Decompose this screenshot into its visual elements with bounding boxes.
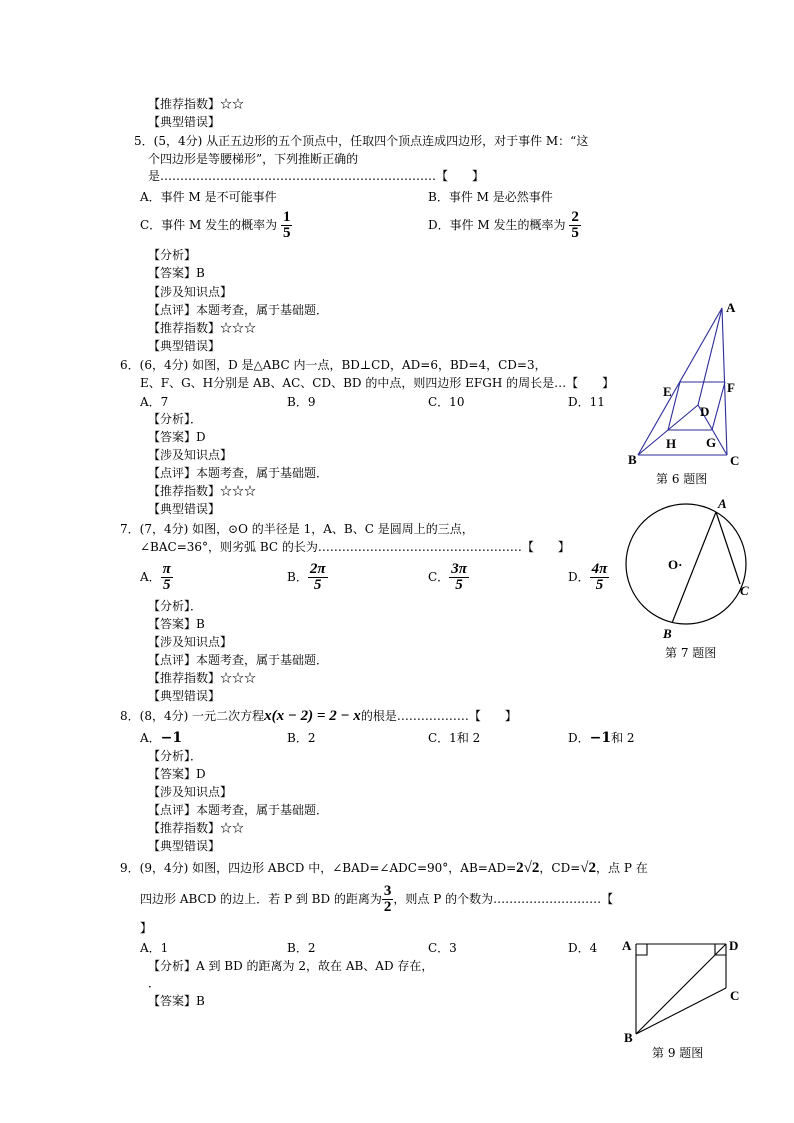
- q9-option-c: C．3: [428, 941, 457, 955]
- q5-typical-error: 【典型错误】: [148, 339, 221, 353]
- q9-analysis: 【分析】A 到 BD 的距离为 2，故在 AB、AD 存在，: [148, 959, 434, 973]
- q5-d-den: 5: [571, 225, 579, 241]
- q5-c-num: 1: [282, 209, 291, 225]
- q8-recommend: 【推荐指数】☆☆: [148, 821, 245, 835]
- q8-option-d-value: −1: [589, 730, 612, 746]
- q7-label-o: O·: [668, 557, 683, 572]
- q9-dist-num: 3: [383, 883, 392, 899]
- q7-answer: 【答案】B: [148, 617, 205, 631]
- q5-d-num: 2: [571, 209, 579, 225]
- q7-recommend: 【推荐指数】☆☆☆: [148, 671, 257, 685]
- q4-recommend: 【推荐指数】☆☆: [148, 97, 245, 111]
- q7-option-b-label: B．: [287, 570, 308, 584]
- q8-knowledge: 【涉及知识点】: [148, 785, 233, 799]
- q5-knowledge: 【涉及知识点】: [148, 285, 233, 299]
- q9-option-d: D．4: [568, 941, 598, 955]
- q5-option-d-text: D．事件 M 发生的概率为: [428, 218, 566, 232]
- q8-option-b: B．2: [287, 731, 316, 745]
- q6-label-a: A: [726, 300, 736, 315]
- q9-label-b: B: [624, 1030, 633, 1045]
- q6-label-b: B: [628, 452, 637, 467]
- q5-recommend: 【推荐指数】☆☆☆: [148, 321, 257, 335]
- q9-analysis-cont: ．: [148, 976, 161, 990]
- q6-knowledge: 【涉及知识点】: [148, 448, 233, 462]
- q6-option-d: D．11: [568, 395, 605, 409]
- q7-a-num: π: [162, 561, 171, 577]
- q4-typical-error: 【典型错误】: [148, 115, 221, 129]
- q9-answer: 【答案】B: [148, 994, 205, 1008]
- q6-comment: 【点评】本题考查，属于基础题．: [148, 466, 329, 480]
- q9-cd-value: √2: [580, 860, 596, 876]
- q7-stem-line2: ∠BAC=36°，则劣弧 BC 的长为……………………………………………【 】: [140, 540, 570, 554]
- q6-option-c: C．10: [428, 395, 465, 409]
- q6-label-e: E: [663, 384, 672, 399]
- q8-stem-post: 的根是………………【 】: [360, 709, 517, 723]
- q9-seg-bd: [636, 944, 726, 1034]
- q9-figure-caption: 第 9 题图: [652, 1046, 704, 1060]
- q5-stem-line1: 5．(5，4分) 从正五边形的五个顶点中，任取四个顶点连成四边形，对于事件 M：“这: [134, 134, 589, 148]
- q6-recommend: 【推荐指数】☆☆☆: [148, 484, 257, 498]
- q7-stem-line1: 7．(7，4分) 如图，⊙O 的半径是 1，A、B、C 是圆周上的三点，: [120, 522, 474, 536]
- q7-d-num: 4π: [591, 561, 608, 577]
- q6-label-c: C: [730, 453, 740, 468]
- q7-figure-caption: 第 7 题图: [665, 646, 717, 660]
- q6-figure-caption: 第 6 题图: [656, 472, 708, 486]
- q7-c-den: 5: [455, 577, 463, 593]
- q7-option-d-label: D．: [568, 570, 590, 584]
- q5-stem-line3: 是……………………………………………………………【 】: [148, 169, 485, 183]
- q9-label-a: A: [622, 938, 632, 953]
- q7-a-den: 5: [163, 577, 171, 593]
- q6-label-g: G: [706, 435, 717, 450]
- q5-c-den: 5: [282, 225, 291, 241]
- q7-b-den: 5: [313, 577, 322, 593]
- q8-answer: 【答案】D: [148, 767, 206, 781]
- q7-c-num: 3π: [451, 561, 467, 577]
- q6-label-h: H: [666, 436, 677, 451]
- q5-answer: 【答案】B: [148, 266, 205, 280]
- q8-comment: 【点评】本题考查，属于基础题．: [148, 803, 329, 817]
- q9-seg-bc: [636, 988, 726, 1034]
- q6-typical-error: 【典型错误】: [148, 502, 221, 516]
- q8-analysis: 【分析】．: [148, 749, 203, 763]
- q5-option-c-text: C．事件 M 发生的概率为: [140, 218, 278, 232]
- q6-label-f: F: [727, 380, 735, 395]
- q8-option-d-post: 和 2: [611, 731, 635, 745]
- q6-answer: 【答案】D: [148, 430, 206, 444]
- q9-stem-line1-pre: 9．(9，4分) 如图，四边形 ABCD 中，∠BAD=∠ADC=90°，AB=AD=: [120, 861, 517, 875]
- q7-analysis: 【分析】．: [148, 599, 203, 613]
- q7-comment: 【点评】本题考查，属于基础题．: [148, 653, 329, 667]
- q7-b-num: 2π: [309, 561, 326, 577]
- q5-option-b: B．事件 M 是必然事件: [428, 190, 553, 204]
- q9-option-b: B．2: [287, 941, 316, 955]
- q8-stem-pre: 8．(8，4分) 一元二次方程: [120, 709, 265, 723]
- q7-typical-error: 【典型错误】: [148, 689, 221, 703]
- q5-analysis: 【分析】: [148, 248, 197, 262]
- q9-option-a: A．1: [140, 941, 169, 955]
- q7-label-a: A: [718, 496, 727, 511]
- q7-label-c: C: [740, 583, 749, 598]
- q5-stem-line2: 个四边形是等腰梯形”，下列推断正确的: [148, 152, 359, 166]
- q8-option-c: C．1和 2: [428, 731, 481, 745]
- q8-typical-error: 【典型错误】: [148, 839, 221, 853]
- q5-comment: 【点评】本题考查，属于基础题．: [148, 303, 329, 317]
- q9-dist-den: 2: [383, 899, 392, 915]
- q5-option-a: A．事件 M 是不可能事件: [140, 190, 277, 204]
- q8-option-a-value: −1: [160, 730, 183, 746]
- q7-option-a-label: A．: [140, 570, 161, 584]
- q6-analysis: 【分析】．: [148, 412, 203, 426]
- q9-stem-line2-post: ，则点 P 的个数为………………………【: [393, 892, 614, 906]
- q9-stem-line3: 】: [140, 921, 153, 935]
- q9-ab-value: 2√2: [516, 860, 540, 876]
- q9-stem-line2-pre: 四边形 ABCD 的边上．若 P 到 BD 的距离为: [140, 892, 382, 906]
- q7-option-c-label: C．: [428, 570, 450, 584]
- q6-option-b: B．9: [287, 395, 316, 409]
- q9-label-d: D: [729, 938, 739, 953]
- q9-stem-line1-post: ，点 P 在: [596, 861, 648, 875]
- q8-equation: x(x − 2) = 2 − x: [264, 708, 361, 724]
- q7-label-b: B: [663, 626, 672, 641]
- q6-stem-line1: 6．(6，4分) 如图，D 是△ABC 内一点，BD⊥CD，AD=6，BD=4，CD=3，: [120, 358, 547, 372]
- q7-d-den: 5: [595, 577, 604, 593]
- q6-stem-line2: E、F、G、H分别是 AB、AC、CD、BD 的中点，则四边形 EFGH 的周长是…【 】: [140, 376, 615, 390]
- q6-option-a: A．7: [140, 395, 169, 409]
- q8-option-a-label: A．: [140, 731, 161, 745]
- q9-stem-line1-mid: ，CD=: [539, 861, 581, 875]
- q6-label-d: D: [700, 404, 710, 419]
- q9-right-angle-a: [636, 944, 647, 955]
- q7-knowledge: 【涉及知识点】: [148, 635, 233, 649]
- q8-option-d-label: D．: [568, 731, 590, 745]
- q9-label-c: C: [730, 988, 740, 1003]
